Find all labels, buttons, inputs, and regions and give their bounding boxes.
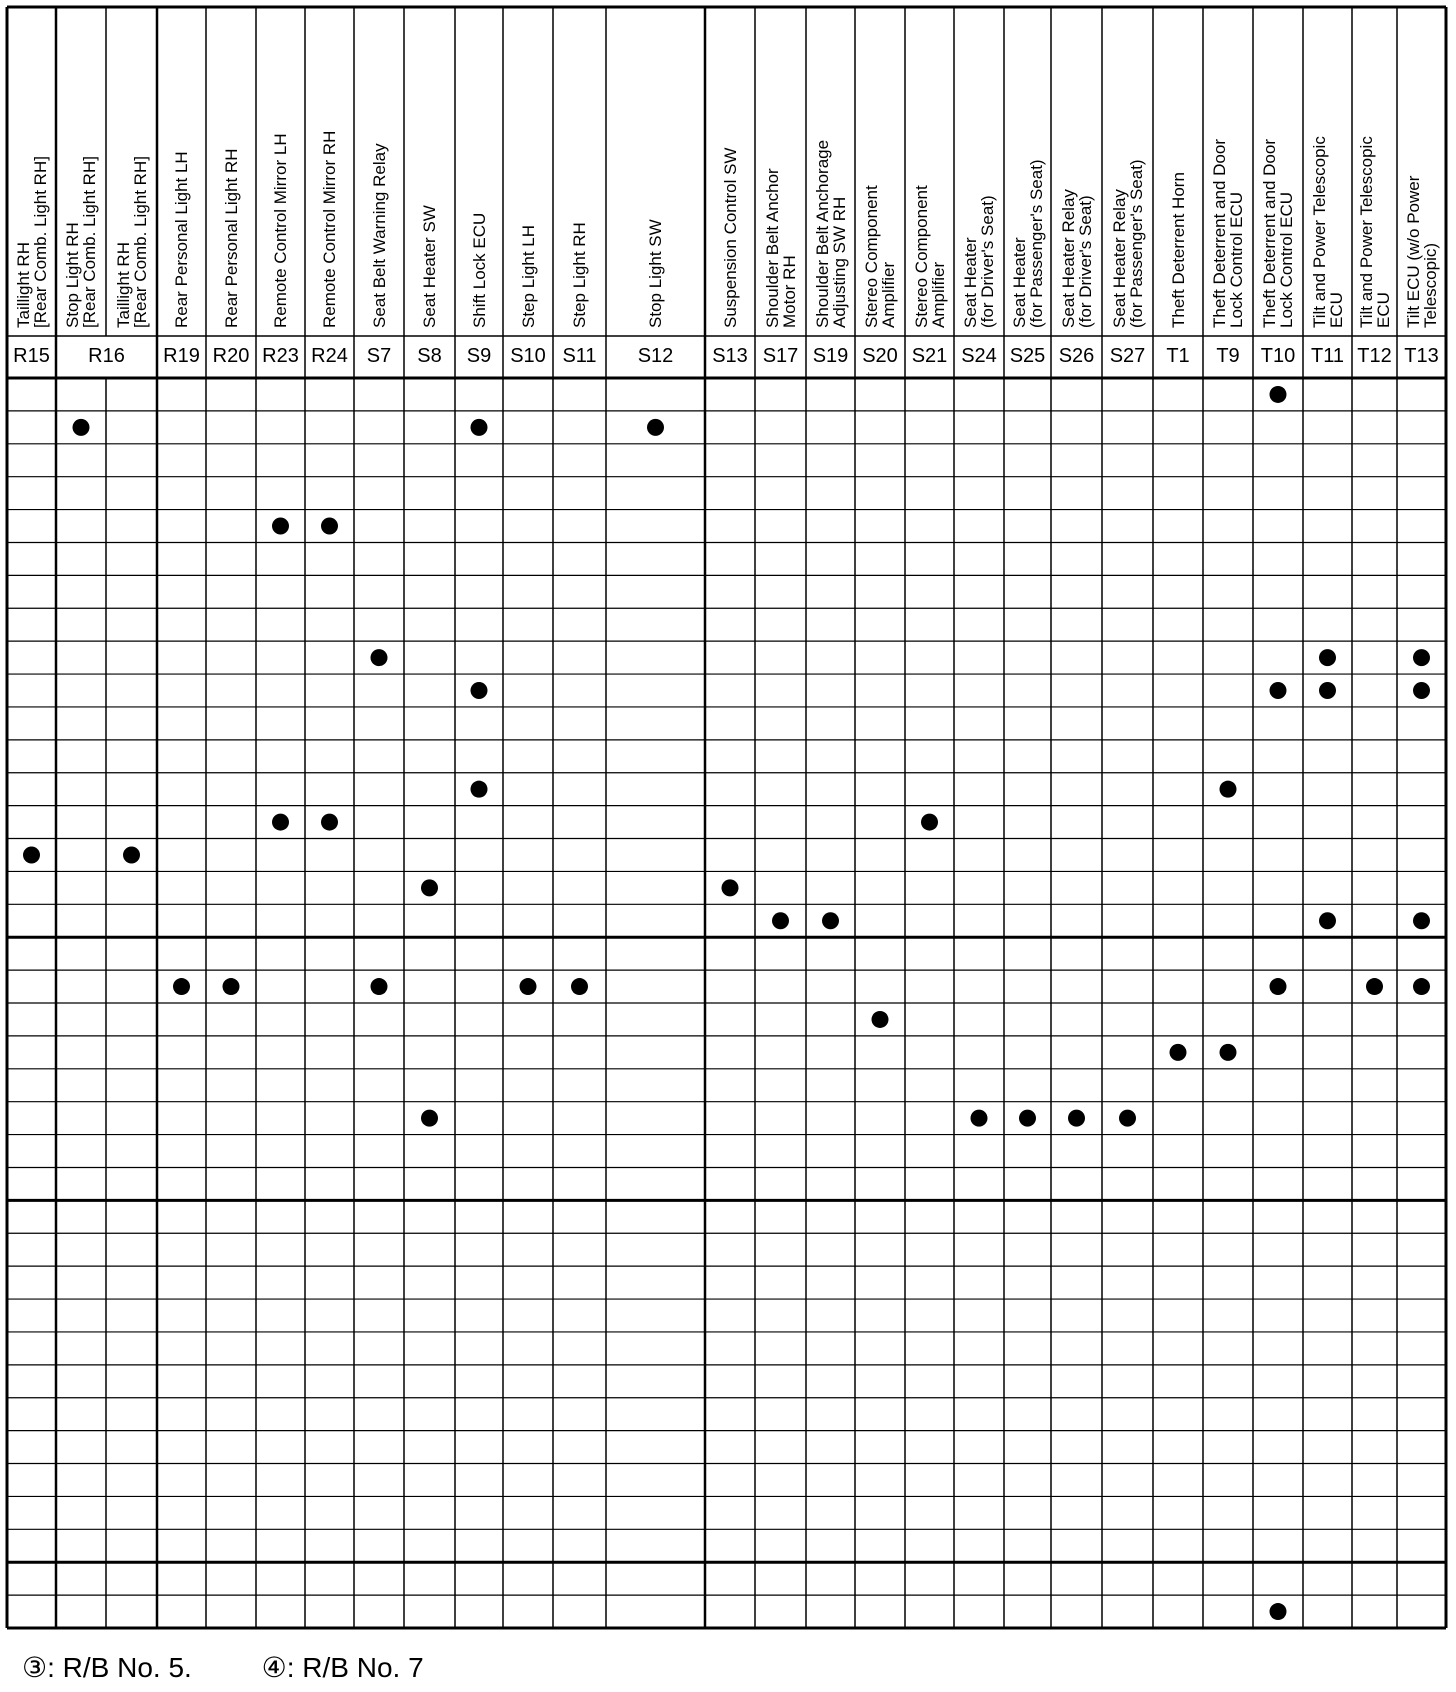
- footnote-rb7: ④: R/B No. 7: [261, 1652, 424, 1683]
- connection-dot: [872, 1011, 889, 1028]
- connection-dot: [421, 1110, 438, 1127]
- connection-dot: [1413, 912, 1430, 929]
- column-header-r23: Remote Control Mirror LH: [271, 133, 290, 328]
- column-header-s27: Seat Heater Relay (for Passenger's Seat): [1109, 159, 1146, 328]
- connection-dot: [371, 649, 388, 666]
- connector-code-s7: S7: [366, 345, 392, 367]
- connection-dot: [1068, 1110, 1085, 1127]
- column-header-s7: Seat Belt Warning Relay: [369, 143, 389, 328]
- connection-dot: [1319, 912, 1336, 929]
- column-header-s12: Stop Light SW: [646, 219, 665, 328]
- connection-dot: [471, 781, 488, 798]
- column-header-r16b: Taillight RH [Rear Comb. Light RH]: [113, 156, 150, 328]
- connector-code-s9: S9: [466, 345, 492, 367]
- column-header-s17: Shoulder Belt Anchor Motor RH: [762, 168, 799, 328]
- connection-dot: [1170, 1044, 1187, 1061]
- connection-dot: [471, 419, 488, 436]
- column-header-s25: Seat Heater (for Passenger's Seat): [1009, 159, 1046, 328]
- connection-dot: [1319, 649, 1336, 666]
- column-header-s26: Seat Heater Relay (for Driver's Seat): [1058, 189, 1095, 328]
- footnote-rb5: ③: R/B No. 5.: [22, 1652, 192, 1683]
- connection-dot: [23, 846, 40, 863]
- connector-code-s25: S25: [1009, 345, 1046, 367]
- connector-code-t1: T1: [1166, 345, 1190, 367]
- connection-dot: [822, 912, 839, 929]
- connection-dot: [571, 978, 588, 995]
- connection-dot: [471, 682, 488, 699]
- connection-dot: [772, 912, 789, 929]
- column-header-r16a: Stop Light RH [Rear Comb. Light RH]: [63, 156, 99, 328]
- connection-dot: [272, 814, 289, 831]
- connection-dot: [123, 846, 140, 863]
- connection-dot: [223, 978, 240, 995]
- connection-dot: [1366, 978, 1383, 995]
- connector-code-r15: R15: [13, 345, 50, 367]
- column-header-t1: Theft Deterrent Horn: [1168, 172, 1188, 328]
- connection-dot: [1319, 682, 1336, 699]
- connector-code-s21: S21: [911, 345, 948, 367]
- column-header-s19: Shoulder Belt Anchorage Adjusting SW RH: [812, 139, 849, 328]
- connector-code-t13: T13: [1404, 345, 1439, 367]
- connector-code-s24: S24: [961, 345, 997, 367]
- connector-code-s13: S13: [712, 345, 748, 367]
- connection-dot: [272, 518, 289, 535]
- column-header-r24: Remote Control Mirror RH: [320, 130, 339, 328]
- connection-dot: [1220, 781, 1237, 798]
- connector-code-s19: S19: [812, 345, 849, 367]
- column-header-t12: Tilt and Power Telescopic ECU: [1356, 136, 1393, 328]
- connection-dot: [73, 419, 90, 436]
- connector-code-t9: T9: [1216, 345, 1240, 367]
- connection-dot: [722, 879, 739, 896]
- connection-dot: [1413, 978, 1430, 995]
- connection-dot: [921, 814, 938, 831]
- connection-dot: [1270, 682, 1287, 699]
- connection-dot: [1220, 1044, 1237, 1061]
- column-header-s8: Seat Heater SW: [420, 205, 439, 328]
- connector-code-s17: S17: [762, 345, 799, 367]
- connection-dot: [647, 419, 664, 436]
- column-header-t11: Tilt and Power Telescopic ECU: [1309, 136, 1346, 328]
- column-header-s20: Stereo Component Amplifier: [862, 185, 898, 328]
- column-header-s13: Suspension Control SW: [720, 147, 740, 328]
- connector-code-t12: T12: [1357, 345, 1392, 367]
- connection-dot: [1270, 1603, 1287, 1620]
- connector-code-s20: S20: [862, 345, 898, 367]
- connector-code-s8: S8: [417, 345, 442, 367]
- column-header-s21: Stereo Component Amplifier: [911, 185, 948, 328]
- connection-dot: [1270, 978, 1287, 995]
- connection-dot: [173, 978, 190, 995]
- connector-code-r20: R20: [212, 345, 250, 367]
- connector-code-t10: T10: [1260, 345, 1296, 367]
- connector-code-r23: R23: [262, 345, 299, 367]
- connector-code-s26: S26: [1058, 345, 1095, 367]
- column-header-s10: Step Light LH: [518, 224, 538, 328]
- connection-dot: [971, 1110, 988, 1127]
- connection-dot: [1413, 649, 1430, 666]
- connector-code-s27: S27: [1109, 345, 1146, 367]
- connection-dot: [371, 978, 388, 995]
- column-header-r20: Rear Personal Light RH: [221, 148, 241, 328]
- connection-dot: [1019, 1110, 1036, 1127]
- connection-dot: [321, 518, 338, 535]
- connector-code-t11: T11: [1311, 345, 1344, 367]
- column-header-s11: Step Light RH: [570, 222, 589, 328]
- connector-code-r24: R24: [311, 345, 348, 367]
- connection-dot: [1413, 682, 1430, 699]
- column-header-s9: Shift Lock ECU: [469, 212, 489, 328]
- connection-dot: [421, 879, 438, 896]
- column-header-t13: Tilt ECU (w/o Power Telescopic): [1403, 175, 1440, 328]
- column-header-t10: Theft Deterrent and Door Lock Control ECU: [1260, 139, 1296, 328]
- connection-dot: [1119, 1110, 1136, 1127]
- connector-code-s11: S11: [562, 345, 597, 367]
- connector-code-r16: R16: [88, 345, 125, 367]
- connector-code-s10: S10: [510, 345, 546, 367]
- connection-dot: [520, 978, 537, 995]
- connector-code-r19: R19: [163, 345, 200, 367]
- column-header-t9: Theft Deterrent and Door Lock Control ECU: [1210, 139, 1246, 328]
- footnotes: [22, 1654, 486, 1682]
- connection-dot: [321, 814, 338, 831]
- column-header-r19: Rear Personal Light LH: [172, 151, 191, 328]
- connection-dot: [1270, 386, 1287, 403]
- connector-code-s12: S12: [637, 345, 674, 367]
- column-header-r15: Taillight RH [Rear Comb. Light RH]: [13, 156, 50, 328]
- column-header-s24: Seat Heater (for Driver's Seat): [961, 195, 997, 328]
